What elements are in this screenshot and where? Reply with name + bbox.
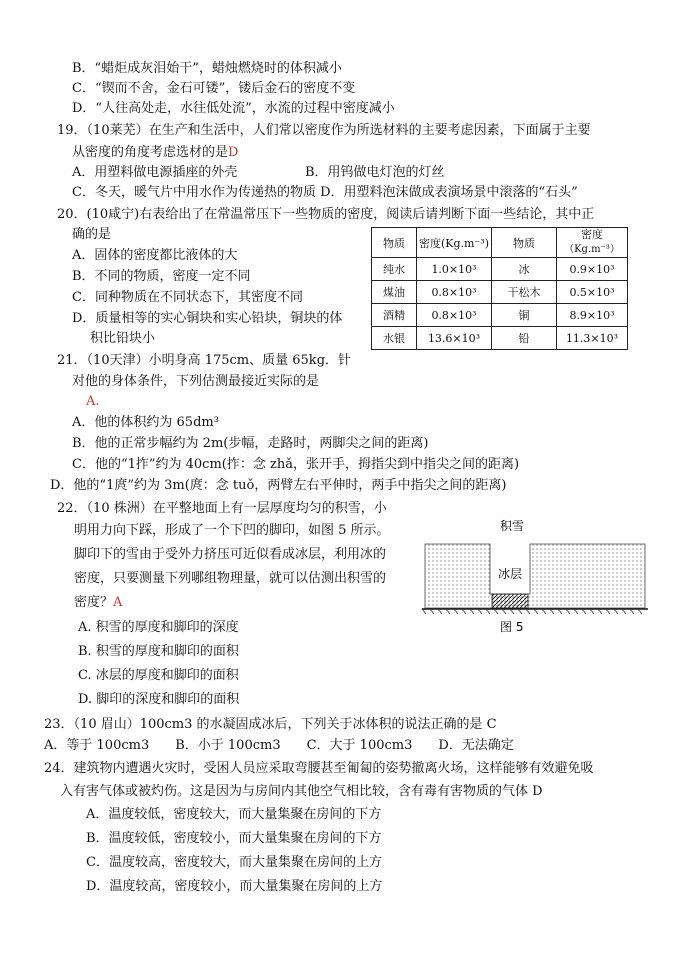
- q19-stem-2: 从密度的角度考虑选材的是D: [72, 145, 239, 160]
- q18-option-c: C．“锲而不舍，金石可镂”，镂后金石的密度不变: [72, 81, 356, 96]
- q20-stem: 20．(10咸宁)右表给出了在常温常压下一些物质的密度，阅读后请判断下面一些结论，其中正: [57, 207, 595, 222]
- q24-stem: 24．建筑物内遭遇火灾时，受困人员应采取弯腰甚至匍匐的姿势撤离火场，这样能够有效避免吸: [44, 761, 594, 776]
- table-cell: 纯水: [372, 258, 417, 281]
- snow-layer: [425, 544, 645, 608]
- table-header-cell: 物质: [372, 228, 417, 258]
- table-cell: 铅: [492, 327, 557, 350]
- figure-caption: 图 5: [500, 620, 524, 634]
- q18-option-b: B．“蜡炬成灰泪始干”，蜡烛燃烧时的体积减小: [72, 61, 342, 76]
- table-cell: 铜: [492, 304, 557, 327]
- q20-option-d-cont: 积比铅块小: [90, 331, 156, 346]
- q23-stem: 23．（10 眉山）100cm3 的水凝固成冰后，下列关于冰体积的说法正确的是 C: [44, 717, 497, 732]
- q22-stem-3: 脚印下的雪由于受外力挤压可近似看成冰层，利用冰的: [74, 547, 387, 562]
- q20-option-b: B．不同的物质，密度一定不同: [72, 269, 251, 284]
- q21-stem-2: 对他的身体条件，下列估测最接近实际的是: [72, 374, 320, 389]
- q22-option-b: B. 积雪的厚度和脚印的面积: [78, 644, 239, 659]
- density-table: [371, 227, 628, 350]
- q22-option-d: D. 脚印的深度和脚印的面积: [78, 692, 240, 707]
- table-cell: 冰: [492, 258, 557, 281]
- q21-option-c: C．他的“1拃”约为 40cm(拃：念 zhǎ，张开手，拇指尖到中指尖之间的距离): [72, 457, 520, 472]
- table-cell: 0.5×10³: [557, 281, 628, 304]
- q19-option-cd: C．冬天，暖气片中用水作为传递热的物质 D．用塑料泡沫做成表演场景中滚落的“石头”: [72, 185, 578, 200]
- q20-stem-2: 确的是: [72, 227, 112, 242]
- q22-stem-4: 密度，只要测量下列哪组物理量，就可以估测出积雪的: [74, 571, 387, 586]
- q22-answer: A: [113, 595, 123, 610]
- q21-stem: 21．（10天津）小明身高 175cm、质量 65kg．针: [57, 353, 352, 368]
- q22-option-a: A. 积雪的厚度和脚印的深度: [78, 620, 239, 635]
- q20-option-d: D．质量相等的实心铜块和实心铅块，铜块的体: [72, 311, 343, 326]
- table-cell: 11.3×10³: [557, 327, 628, 350]
- table-row: [372, 258, 628, 281]
- q21-answer: A.: [86, 394, 100, 409]
- table-cell: 0.8×10³: [417, 281, 492, 304]
- q22-option-c: C. 冰层的厚度和脚印的面积: [78, 668, 239, 683]
- q20-option-a: A．固体的密度都比液体的大: [72, 248, 238, 263]
- q21-option-d: D．他的“1庹”约为 3m(庹：念 tuǒ，两臂左右平伸时，两手中指尖之间的距离): [50, 478, 507, 493]
- table-header-cell: 物质: [492, 228, 557, 258]
- q23-options: A．等于 100cm3 B．小于 100cm3 C．大于 100cm3 D．无法确定: [44, 738, 514, 753]
- q24-stem-2: 入有害气体或被灼伤。这是因为与房间内其他空气相比较，含有毒有害物质的气体 D: [60, 784, 543, 799]
- q24-option-a: A．温度较低，密度较大，而大量集聚在房间的下方: [86, 807, 382, 822]
- ice-label: 冰层: [498, 567, 523, 581]
- q20-option-c: C．同种物质在不同状态下，其密度不同: [72, 290, 303, 305]
- table-cell: 0.8×10³: [417, 304, 492, 327]
- q22-stem-5: 密度？A: [74, 595, 123, 610]
- table-cell: 8.9×10³: [557, 304, 628, 327]
- table-header-row: [372, 228, 628, 258]
- table-cell: 煤油: [372, 281, 417, 304]
- q21-option-b: B．他的正常步幅约为 2m(步幅，走路时，两脚尖之间的距离): [72, 436, 429, 451]
- table-cell: 水银: [372, 327, 417, 350]
- table-row: [372, 281, 628, 304]
- table-cell: 酒精: [372, 304, 417, 327]
- q24-option-b: B．温度较低，密度较小，而大量集聚在房间的下方: [86, 831, 382, 846]
- ice-layer-block: [492, 594, 528, 608]
- table-row: [372, 327, 628, 350]
- q18-option-d: D．“人往高处走，水往低处流”，水流的过程中密度减小: [72, 101, 395, 116]
- q19-answer: D: [228, 145, 239, 160]
- q24-option-d: D．温度较高，密度较小，而大量集聚在房间的上方: [86, 879, 383, 894]
- table-cell: 1.0×10³: [417, 258, 492, 281]
- q19-option-b: B．用钨做电灯泡的灯丝: [305, 165, 445, 180]
- snow-label: 积雪: [500, 519, 525, 533]
- q22-stem: 22．（10 株洲）在平整地面上有一层厚度均匀的积雪，小: [57, 501, 387, 516]
- figure-5-snow-footprint: [420, 516, 650, 636]
- q21-option-a: A．他的体积约为 65dm³: [72, 415, 219, 430]
- q19-stem: 19．（10莱芜）在生产和生活中，人们常以密度作为所选材料的主要考虑因素，下面属于主要: [57, 123, 591, 138]
- table-header-cell: 密度 （Kg.m⁻³）: [557, 228, 628, 258]
- table-cell: 0.9×10³: [557, 258, 628, 281]
- table-row: [372, 304, 628, 327]
- q22-stem-2: 明用力向下踩，形成了一个下凹的脚印，如图 5 所示。: [74, 523, 390, 538]
- table-cell: 干松木: [492, 281, 557, 304]
- table-header-cell: 密度(Kg.m⁻³): [417, 228, 492, 258]
- q24-option-c: C．温度较高，密度较大，而大量集聚在房间的上方: [86, 855, 382, 870]
- table-cell: 13.6×10³: [417, 327, 492, 350]
- q19-option-a: A．用塑料做电源插座的外壳: [72, 165, 238, 180]
